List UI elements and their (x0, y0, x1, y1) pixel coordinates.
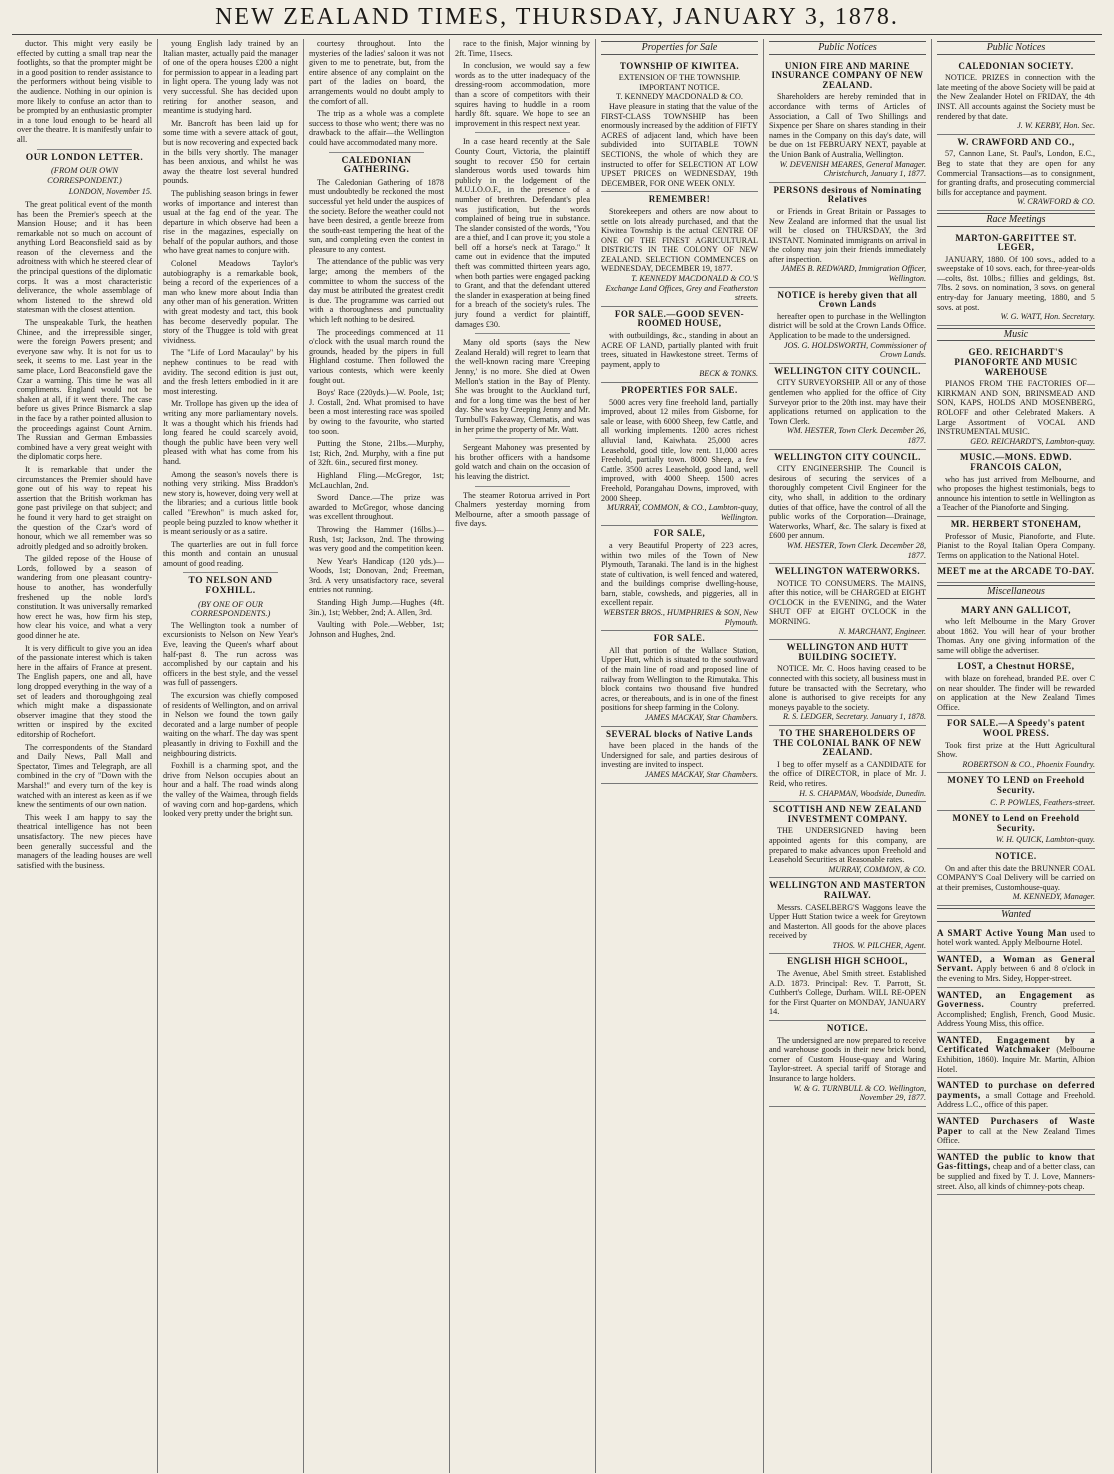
columns (12, 35, 1102, 1473)
section-heading: Public Notices (769, 41, 926, 55)
advertisement (769, 288, 926, 364)
ad-heading: WANTED, Engagement by a Certificated Watchmaker (937, 1034, 1095, 1055)
article-paragraph: In conclusion, we would say a few words as to the utter inadequacy of the dressing-room accommodation, more than a score of competitors with their squires having to huddle in a room hardly 8ft. square. We hope to see an improvement in this respect next year. (455, 61, 590, 128)
article-paragraph: The attendance of the public was very large; among the members of the committee to whom the success of the day must be attributed the greatest credit is due. The programme was carried out with a thoroughness and punctuality which left nothing to be desired. (309, 257, 444, 325)
ad-heading: WANTED, a Woman as General Servant. (937, 953, 1095, 974)
ad-heading: REMEMBER! (648, 194, 711, 205)
ad-signature: MURRAY, COMMON, & CO. (828, 864, 926, 874)
advertisement (769, 364, 926, 450)
ad-heading: WANTED, an Engagement as Governess. (937, 989, 1095, 1010)
article-paragraph: Sword Dance.—The prize was awarded to McGregor, whose dancing was excellent throughout. (309, 493, 444, 522)
article-paragraph: The trip as a whole was a complete success to those who went; there was no drawback to the affair—the Wellington could have accommodated many more. (309, 109, 444, 147)
ad-body: Country preferred. Accomplished; English, French, Good Music. Address Young Miss, this office. (937, 1000, 1095, 1029)
ad-heading: FOR SALE.—GOOD SEVEN-ROOMED HOUSE, (614, 308, 745, 329)
ad-heading: SEVERAL blocks of Native Lands (605, 728, 754, 739)
article-paragraph: Sergeant Mahoney was presented by his brother officers with a handsome gold watch and chain on the occasion of his leaving the district. (455, 443, 590, 481)
ad-line: EXTENSION OF THE TOWNSHIP. (618, 73, 741, 83)
ad-signature: W. & G. TURNBULL & CO. Wellington, November 29, 1877. (793, 1083, 926, 1103)
divider (37, 149, 132, 150)
ad-signature: ROBERTSON & CO., Phoenix Foundry. (962, 759, 1095, 769)
ad-heading: UNION FIRE AND MARINE INSURANCE COMPANY OF NEW ZEALAND. (771, 60, 924, 90)
ad-body: 57, Cannon Lane, St. Paul's, London, E.C., Beg to state that they are open for any Commercial Transactions—as to consignment, for granting drafts, and prosecuting commercial bills for acceptance and payment. (937, 149, 1095, 197)
column-2 (158, 39, 304, 1473)
ad-body: a small Cottage and Freehold. Address L.C., office of this paper. (937, 1090, 1096, 1110)
ad-signature: BECK & TONKS. (699, 369, 758, 379)
ad-line: T. KENNEDY MACDONALD & CO. (616, 92, 743, 102)
article-subheading: (BY ONE OF OUR CORRESPONDENTS.) (190, 598, 271, 619)
article-paragraph: The Wellington took a number of excursionists to Nelson on New Year's Eve, leaving the Queen's wharf about half-past 8. The run across was accomplished by our captain and his officers in the best style, and the vessel was full of passengers. (163, 620, 298, 688)
article-paragraph: The gilded repose of the House of Lords, followed by a season of wandering from one pleasant country-house to another, has wonderfully freshened up the noble lord's constitution. It was universally remarked how erect he was, how firm his step, how clear his voice, and what a very good dinner he ate. (17, 554, 152, 641)
article-paragraph: Highland Fling.—McGregor, 1st; McLauchlan, 2nd. (309, 470, 444, 490)
ad-heading: WELLINGTON CITY COUNCIL. (774, 451, 921, 462)
article-paragraph: It is remarkable that under the circumstances the Premier should have gone out of his way to repeat his assertion that the British workman has gone past privilege on that subject; and he found it very hard to get straight on the question of the Czar's word of honour, which we all remember was so adroitly pledged and so adroitly broken. (17, 464, 152, 551)
ad-body: NOTICE. PRIZES in connection with the late meeting of the above Society will be paid at the New Zealander Hotel on FRIDAY, the 4th INST. All accounts against the Society must be rendered by that date. (937, 73, 1096, 121)
advertisement (937, 811, 1095, 849)
ad-signature: JAMES MACKAY, Star Chambers. (644, 769, 758, 779)
ad-heading: MARTON-GARFITTEE ST. LEGER, (955, 232, 1077, 253)
article-paragraph: The quarterlies are out in full force this month and contain an unusual amount of good reading. (163, 539, 298, 568)
ad-heading: ENGLISH HIGH SCHOOL, (787, 956, 908, 967)
advertisement (937, 1078, 1095, 1114)
article-heading: CALEDONIAN GATHERING. (341, 155, 412, 176)
article-paragraph: This week I am happy to say the theatrical intelligence has not been unsatisfactory. The new pieces have been generally successful and the managers of the leading houses are well satisfied with the business. (17, 812, 152, 870)
article-paragraph: Throwing the Hammer (16lbs.)—Rush, 1st; Jackson, 2nd. The throwing was very good and the competition keen. (309, 524, 444, 554)
dateline: LONDON, November 15. (68, 187, 152, 197)
advertisement (601, 59, 758, 193)
newspaper-page (12, 0, 1102, 1474)
ad-heading: TO THE SHAREHOLDERS OF THE COLONIAL BANK OF NEW ZEALAND. (773, 728, 922, 758)
advertisement (769, 1021, 926, 1107)
ad-body: (Melbourne Exhibition, 1860). Inquire Mr. Martin, Albion Hotel. (937, 1045, 1096, 1074)
ad-body: hereafter open to purchase in the Wellington district will be sold at the Crown Lands Office. Application to be made to the undersigned. (769, 311, 926, 341)
advertisement (937, 135, 1095, 211)
advertisement (937, 1114, 1095, 1150)
divider (183, 572, 278, 573)
advertisement (601, 727, 758, 784)
ad-signature: MURRAY, COMMON, & CO., Lambton-quay, Wellington. (607, 503, 758, 522)
article-paragraph: Mr. Bancroft has been laid up for some time with a severe attack of gout, but is now recovering and expected back in the bills very shortly. The manager has been anxious, and whilst he was away the theatre lost several hundred pounds. (163, 118, 298, 186)
advertisement (937, 849, 1095, 906)
article-paragraph: The correspondents of the Standard and Daily News, Pall Mall and Spectator, Times and Telegraph, are all combined in the cry of "Down with the Marshal!" and every turn of the key is watched with an interest as keen as if we knew the sentiments of our own nation. (17, 742, 152, 810)
advertisement (937, 231, 1095, 326)
ad-signature: W. DEVENISH MEARES, General Manager. Christchurch, January 1, 1877. (779, 159, 926, 179)
article-paragraph: Colonel Meadows Taylor's autobiography is a remarkable book, being a record of the experiences of a man who knew more about India than any other man of his generation. Written with great modesty and tact, this book has become deservedly popular. The story of the Thuggee is told with great vividness. (163, 259, 298, 345)
ad-body: All that portion of the Wallace Station, Upper Hutt, which is situated to the southward of the main line of road and proposed line of railway from Wellington to the Rimutaka. This block contains two thousand five hundred acres, or thereabouts, and is in one of the finest positions for sheep farming in the Colony. (601, 645, 758, 713)
advertisement (937, 716, 1095, 773)
ad-heading: NOTICE. (826, 1023, 869, 1034)
advertisement (937, 603, 1095, 660)
ad-body: Have pleasure in stating that the value of the FIRST-CLASS TOWNSHIP has been enormously increased by the addition of FIFTY ACRES of adjacent land, which have been subdivided into SUITABLE TOWN SECTIONS, the whole of which they are instructed to offer for SELECTION AT LOW UPSET PRICES on WEDNESDAY, 19th DECEMBER, FOR ONE WEEK ONLY. (601, 101, 758, 188)
ad-body: I beg to offer myself as a CANDIDATE for the office of DIRECTOR, in place of Mr. J. Reid, who retires. (769, 759, 926, 788)
ad-heading: MARY ANN GALLICOT, (961, 604, 1071, 615)
column-6 (764, 39, 932, 1473)
ad-body: THE UNDERSIGNED having been appointed agents for this company, are prepared to make advances upon Freehold and Leasehold Securities at Reasonable rates. (769, 826, 926, 865)
masthead-title: NEW ZEALAND TIMES, THURSDAY, JANUARY 3, 1878. (215, 4, 899, 30)
ad-signature: THOS. W. PILCHER, Agent. (832, 940, 926, 950)
section-heading: Miscellaneous (937, 585, 1095, 599)
ad-heading: WANTED the public to know that Gas-fittings, (937, 1151, 1095, 1172)
ad-heading: A SMART Active Young Man (937, 927, 1068, 938)
advertisement (769, 802, 926, 878)
ad-heading: WELLINGTON AND MASTERTON RAILWAY. (769, 880, 926, 900)
ad-body: 5000 acres very fine freehold land, partially improved, about 12 miles from Gisborne, for sale or lease, with 6000 Sheep, few Cattle, and all working implements. 1200 acres richest alluvial land, Kaiwhata. 25,000 acres Leasehold, good title, low rent. 11,000 acres Freehold, partially town. 8000 Sheep, a few Cattle. 3500 acres Leasehold, good land, well improved, with 4000 Sheep. 1500 acres Freehold, Porangahau Downs, improved, with 2000 Sheep. (601, 397, 758, 503)
article-paragraph: The steamer Rotorua arrived in Port Chalmers yesterday morning from Melbourne, after a smooth passage of five days. (455, 490, 590, 529)
divider (329, 152, 424, 153)
ad-heading: MEET me at the ARCADE TO-DAY. (937, 566, 1095, 577)
ad-heading: MONEY TO LEND on Freehold Security. (947, 775, 1085, 795)
ad-signature: M. KENNEDY, Manager. (1012, 892, 1095, 902)
ad-signature: T. KENNEDY MACDONALD & CO.'S Exchange Land Offices, Grey and Featherston streets. (605, 274, 758, 303)
ad-heading: WELLINGTON CITY COUNCIL. (774, 365, 921, 376)
ad-heading: MUSIC.—MONS. EDWD. FRANCOIS CALON, (959, 452, 1072, 472)
advertisement (769, 59, 926, 183)
article-paragraph: The publishing season brings in fewer works of importance and interest than usual at the fag end of the year. The departure in which observe had been a rise in the magazines, especially on behalf of the popular authors, and those who have great names to conjure with. (163, 188, 298, 256)
advertisement (601, 307, 758, 383)
ad-heading: MR. HERBERT STONEHAM, (950, 518, 1082, 529)
column-4 (450, 39, 596, 1473)
ad-body: used to hotel work wanted. Apply Melbourne Hotel. (937, 928, 1095, 948)
ad-signature: JAMES B. REDWARD, Immigration Officer, Wellington. (780, 264, 926, 284)
ad-signature: N. MARCHANT, Engineer. (838, 626, 926, 636)
ad-line: IMPORTANT NOTICE. (639, 82, 720, 92)
advertisement (937, 952, 1095, 988)
article-paragraph: In a case heard recently at the Sale County Court, Victoria, the plaintiff sought to recover £50 for certain slanderous words used towards him publicly in the lodgement of the M.U.I.O.O.F., in the presence of a number of brethren. Defendant's plea was justification, but the words complained of being true in substance. The slander consisted of the words, "You are a thief, and I can prove it; you stole a bell off a horse's neck at Tarago." It came out in evidence that the imputed theft was committed thirteen years ago, when both parties were engaged packing to Grant, and that the defendant uttered the slander in exasperation at being fined for a breach of the society's rules. The jury found a verdict for plaintiff, damages £30. (455, 137, 590, 329)
ad-body: to call at the New Zealand Times Office. (937, 1126, 1096, 1146)
advertisement (937, 1033, 1095, 1078)
ad-body: Professor of Music, Pianoforte, and Flute. Pianist to the Royal Italian Opera Company. Terms on application to the National Hotel. (937, 531, 1095, 560)
ad-signature: W. H. QUICK, Lambton-quay. (995, 835, 1095, 845)
section-heading: Music (937, 328, 1095, 342)
ad-body: CITY SURVEYORSHIP. All or any of those gentlemen who applied for the office of City Surveyor prior to the 20th inst. may have their applications returned on application to the Town Clerk. (769, 378, 926, 426)
advertisement (601, 192, 758, 307)
article-paragraph: Mr. Trollope has given up the idea of writing any more parliamentary novels. It was a thought which his friends had long feared he could scarcely avoid, though the public have been very well pleased with what has come from his hand. (163, 399, 298, 466)
article-paragraph: The excursion was chiefly composed of residents of Wellington, and on arrival in Nelson we found the town gaily decorated and a large number of people waiting on the wharf. The day was spent pleasantly in driving to Foxhill and the neighbouring districts. (163, 691, 298, 758)
ad-body: NOTICE TO CONSUMERS. The MAINS, after this notice, will be CHARGED at EIGHT O'CLOCK in the EVENING, and the Water SHUT OFF at EIGHT O'CLOCK in the MORNING. (769, 578, 926, 627)
article-paragraph: New Year's Handicap (120 yds.)—Woods, 1st; Donovan, 2nd; Freeman, 3rd. A very unsatisfactory race, several entries not running. (309, 556, 444, 595)
article-paragraph: courtesy throughout. Into the mysteries of the ladies' saloon it was not given to me to penetrate, but, from the entire absence of any complaint on the part of the ladies on board, the arrangements would no doubt amply to the comfort of all. (309, 39, 444, 106)
advertisement (937, 517, 1095, 564)
ad-heading: WANTED Purchasers of Waste Paper (937, 1116, 1095, 1136)
article-paragraph: Many old sports (says the New Zealand Herald) will regret to learn that the well-known racing mare 'Creeping Jenny,' is no more. She died at Owen Mellon's station in the Bay of Plenty. She was brought to the Auckland turf, and for a long time was the best of her day. She was by Creeping Jenny and Mr. Turnbull's Fakeaway, Clematis, and was in her prime the property of Mr. Watt. (455, 338, 590, 434)
ad-signature: WM. HESTER, Town Clerk. December 26, 1877. (786, 426, 926, 445)
advertisement (937, 345, 1095, 450)
ad-body: with blaze on forehead, branded P.E. over C on near shoulder. The finder will be rewarded on application at the New Zealand Times Office. (937, 674, 1095, 712)
ad-body: have been placed in the hands of the Undersigned for sale, and parties desirous of investing are invited to inspect. (601, 741, 758, 770)
article-paragraph: The proceedings commenced at 11 o'clock with the usual march round the grounds, headed by the pipers in full Highland costume. Then followed the various contests, which were keenly fought out. (309, 327, 444, 385)
ad-heading: WELLINGTON AND HUTT BUILDING SOCIETY. (786, 642, 909, 662)
advertisement (601, 631, 758, 726)
ad-body: The Avenue, Abel Smith street. Established A.D. 1873. Principal: Rev. T. Parrott, St. Cuthbert's College, Durham. WILL RE-OPEN for the First Quarter on MONDAY, JANUARY 14. (769, 969, 926, 1017)
advertisement (937, 659, 1095, 716)
column-1 (12, 39, 158, 1473)
advertisement (769, 183, 926, 288)
ad-body: On and after this date the BRUNNER COAL COMPANY'S Coal Delivery will be carried on at their premises, Customhouse-quay. (937, 863, 1095, 892)
ad-body: Apply between 6 and 8 o'clock in the evening to Mrs. Sidey, Hopper-street. (937, 964, 1095, 983)
article-paragraph: Foxhill is a charming spot, and the drive from Nelson occupies about an hour and a half. The road winds along the valley of the Waimea, through fields of waving corn and hop-gardens, which looked very pretty under the bright sun. (163, 761, 298, 819)
ad-body: Messrs. CASELBERG'S Waggons leave the Upper Hutt Station twice a week for Greytown and Masterton. All goods for the above places received by (769, 902, 926, 941)
ad-heading: FOR SALE, (653, 528, 706, 539)
advertisement (769, 450, 926, 565)
ad-body: Took first prize at the Hutt Agricultural Show. (937, 740, 1095, 760)
article-paragraph: Vaulting with Pole.—Webber, 1st; Johnson and Hughes, 2nd. (309, 620, 444, 639)
article-paragraph: The Caledonian Gathering of 1878 must undoubtedly be reckoned the most successful yet held under the auspices of the society. Before the weather could not have been desired, a gentle breeze from the south-east tempering the heat of the sun, and completing even the contest in pleasure to any contest. (309, 177, 444, 254)
article-paragraph: ductor. This might very easily be effected by cutting a small trap near the footlights, so that the prompter might be in a good position to render assistance to the performers without being visible to the audience. Nothing in our opinion is more likely to confuse an actor than to be prompted by an enthusiastic prompter in a tone loud enough to be heard all over the theatre. It is manifestly unfair to all. (17, 39, 152, 144)
divider (475, 132, 570, 133)
column-5 (596, 39, 764, 1473)
ad-heading: TOWNSHIP OF KIWITEA. (619, 60, 740, 71)
ad-signature: J. W. KERBY, Hon. Sec. (1017, 121, 1095, 131)
ad-signature: WEBSTER BROS., HUMPHRIES & SON, New Plymouth. (603, 608, 758, 627)
ad-body: who left Melbourne in the Mary Grover about 1862. You will hear of your brother Thomas. Any one giving information of the same will oblige the advertiser. (937, 617, 1095, 655)
ad-heading: FOR SALE. (653, 633, 706, 644)
advertisement (601, 383, 758, 526)
ad-body: Storekeepers and others are now about to settle on lots already purchased, and that the Kiwitea Township is the actual CENTRE OF ONE OF THE FINEST AGRICULTURAL DISTRICTS IN THE COLONY OF NEW ZEALAND. SELECTION COMMENCES on WEDNESDAY, DECEMBER 19, 1877. (601, 206, 758, 274)
ad-signature: JAMES MACKAY, Star Chambers. (644, 713, 758, 722)
article-paragraph: young English lady trained by an Italian master, actually paid the manager of one of the opera houses £200 a night for permission to appear in a leading part in light opera. The young lady was not very successful. She has decided upon retiring for another season, and meantime is studying hard. (163, 39, 298, 116)
ad-signature: WM. HESTER, Town Clerk. December 28, 1877. (786, 540, 926, 560)
ad-signature: R. S. LEDGER, Secretary. January 1, 1878. (783, 712, 926, 722)
article-paragraph: The great political event of the month has been the Premier's speech at the Mansion House; and it has been remarkable not so much on account of anything Lord Beaconsfield said as by reason of the cleverness and the adroitness with which he steered clear of the principal questions of the diplomatic corps. It was a most characteristic deliverance, the whole assemblage of whom listened to the shrewd old statesman with the closest attention. (17, 199, 152, 315)
article-paragraph: Boys' Race (220yds.)—W. Poole, 1st; J. Costall, 2nd. What promised to have been a most interesting race was spoiled by owing to the favourite, who started too soon. (309, 388, 444, 436)
article-subheading: (FROM OUR OWN CORRESPONDENT.) (47, 165, 122, 185)
article-heading: TO NELSON AND FOXHILL. (188, 576, 273, 597)
ad-signature: C. P. POWLES, Feathers-street. (990, 797, 1095, 807)
advertisement (937, 564, 1095, 583)
article-paragraph: It is very difficult to give you an idea of the passionate interest which is taken here in the affairs of France at present. The English papers, one and all, have long dropped everything in the way of a set of leaders and thoroughgoing zeal which might make a dispassionate observer imagine that they stood the written or inspired by the excited editorship of Rochefort. (17, 643, 152, 739)
advertisement (769, 640, 926, 726)
ad-heading: SCOTTISH AND NEW ZEALAND INVESTMENT COMPANY. (772, 804, 923, 824)
column-3 (304, 39, 450, 1473)
article-paragraph: Among the season's novels there is nothing very striking. Miss Braddon's new story is, however, doing very well at the libraries; and a curious little book called "Erewhon" is much asked for, people being puzzled to know whether it is meant seriously or as a satire. (163, 469, 298, 537)
advertisement (601, 526, 758, 631)
ad-signature: JOS. G. HOLDSWORTH, Commissioner of Crown Lands. (783, 340, 926, 360)
ad-signature: W. G. WATT, Hon. Secretary. (1000, 312, 1095, 322)
advertisement (937, 59, 1095, 135)
ad-body: with outbuildings, &c., standing in about an ACRE OF LAND, partially planted with fruit trees, situated in Hawkestone street. Terms of payment, apply to (601, 331, 758, 369)
ad-body: a very Beautiful Property of 223 acres, within two miles of the Town of New Plymouth, Taranaki. The land is in the highest state of cultivation, is well fenced and watered, and the buildings comprise dwelling-house, barn, stable, cowsheds, and piggeries, all in excellent repair. (601, 540, 758, 608)
advertisement (937, 773, 1095, 811)
section-heading: Wanted (937, 908, 1095, 922)
divider (475, 486, 570, 487)
ad-heading: LOST, a Chestnut HORSE, (957, 661, 1075, 672)
ad-body: NOTICE. Mr. C. Hoos having ceased to be connected with this society, all business must in future be transacted with the Secretary, who alone is authorised to give receipts for any moneys payable to the society. (769, 664, 926, 712)
advertisement (937, 988, 1095, 1033)
ad-heading: NOTICE is hereby given that all Crown Lands (777, 289, 918, 310)
advertisement (937, 450, 1095, 517)
ad-heading: W. CRAWFORD AND CO., (957, 136, 1075, 147)
ad-heading: MONEY to Lend on Freehold Security. (952, 813, 1080, 833)
ad-signature: W. CRAWFORD & CO. (1017, 197, 1095, 207)
advertisement (769, 564, 926, 640)
advertisement (769, 954, 926, 1021)
ad-heading: WELLINGTON WATERWORKS. (774, 566, 921, 577)
article-paragraph: Putting the Stone, 21lbs.—Murphy, 1st; Rich, 2nd. Murphy, with a fine put of 32ft. 6in., secured first money. (309, 439, 444, 468)
ad-body: The undersigned are now prepared to receive and warehouse goods in their new brick bond, corner of Custom House-quay and Waring Taylor-street. A special tariff of Storage and Insurance to large holders. (769, 1035, 926, 1083)
ad-body: JANUARY, 1880. Of 100 sovs., added to a sweepstake of 10 sovs. each, for three-year-olds—colts, 8st. 10lbs.; fillies and geldings, 8st. 7lbs. 2 sovs. on nomination, 3 sovs. on general entry-day for January meeting, 1880, and 5 sovs. at post. (937, 254, 1095, 312)
advertisement (769, 726, 926, 802)
column-7 (932, 39, 1100, 1473)
advertisement (937, 926, 1095, 952)
ad-signature: GEO. REICHARDT'S, Lambton-quay. (970, 436, 1095, 446)
ad-body: CITY ENGINEERSHIP. The Council is desirous of securing the services of a thoroughly competent Civil Engineer for the city, who shall, in addition to the ordinary duties of that office, have the control of all the public works of the Corporation—Drainage, Waterworks, Wharf, &c. The salary is fixed at £600 per annum. (769, 464, 926, 541)
ad-body: Shareholders are hereby reminded that in accordance with terms of Articles of Association, a Call of Two Shillings and Sixpence per Share on shares standing in their names in the Company on this day's date, will be due on 1st FEBRUARY NEXT, payable at the Union Bank of Australia, Wellington. (769, 92, 926, 159)
masthead (12, 0, 1102, 35)
ad-heading: PERSONS desirous of Nominating Relatives (773, 184, 922, 205)
article-paragraph: Standing High Jump.—Hughes (4ft. 3in.), 1st; Webber, 2nd; A. Allen, 3rd. (309, 598, 444, 617)
divider (475, 333, 570, 334)
ad-heading: GEO. REICHARDT'S PIANOFORTE AND MUSIC WAREHOUSE (954, 347, 1078, 377)
ad-heading: FOR SALE.—A Speedy's patent WOOL PRESS. (946, 718, 1086, 739)
ad-heading: WANTED to purchase on deferred payments, (937, 1080, 1095, 1100)
ad-body: who has just arrived from Melbourne, and who proposes the highest testimonials, begs to announce his intention to settle in Wellington as a Teacher of the Pianoforte and Singing. (937, 474, 1095, 513)
ad-heading: NOTICE. (995, 850, 1037, 861)
article-heading: OUR LONDON LETTER. (25, 152, 144, 163)
ad-signature: H. S. CHAPMAN, Woodside, Dunedin. (799, 788, 926, 798)
section-heading: Properties for Sale (601, 41, 758, 55)
article-paragraph: race to the finish, Major winning by 2ft. Time, 11secs. (455, 39, 590, 58)
advertisement (937, 1150, 1095, 1195)
ad-body: PIANOS FROM THE FACTORIES OF—KIRKMAN AND SON, BRINSMEAD AND SON, KAPS, HOLDS AND MOSENBERG, ROLOFF and other Celebrated Makers. A Large Assortment of VOCAL AND INSTRUMENTAL MUSIC. (937, 379, 1095, 437)
divider (475, 438, 570, 439)
ad-heading: PROPERTIES FOR SALE. (621, 385, 738, 395)
ad-body: or Friends in Great Britain or Passages to New Zealand are informed that the usual list will be closed on THURSDAY, the 3rd INSTANT. Nominated immigrants on arrival in the colony may join their friends immediately after inspection. (769, 206, 926, 264)
section-heading: Race Meetings (937, 213, 1095, 227)
article-paragraph: The unspeakable Turk, the heathen Chinee, and the irrepressible singer, were the foreign Powers present; and everyone saw why. It is not for us to seek, it seems to me. Last year in the same place, Lord Beaconsfield gave the Czar a warning. This time he was all compliments. England would not be shaken at all, if it went there. The case before us gives Prince Bismarck a slap in the face by a rather pointed allusion to the proceedings against Count Arnim. The Russian and German Embassies combined have a very great weight with the diplomatic corps here. (17, 318, 152, 462)
article-paragraph: The "Life of Lord Macaulay" by his nephew continues to be read with avidity. The second edition is just out, and the fresh letters embodied in it are most interesting. (163, 348, 298, 396)
ad-heading: CALEDONIAN SOCIETY. (958, 60, 1074, 71)
section-heading: Public Notices (937, 41, 1095, 55)
ad-body: cheap and of a better class, can be supplied and fixed by T. J. Love, Manners-street. Also, all kinds of chimney-pots cheap. (937, 1162, 1096, 1191)
advertisement (769, 878, 926, 954)
